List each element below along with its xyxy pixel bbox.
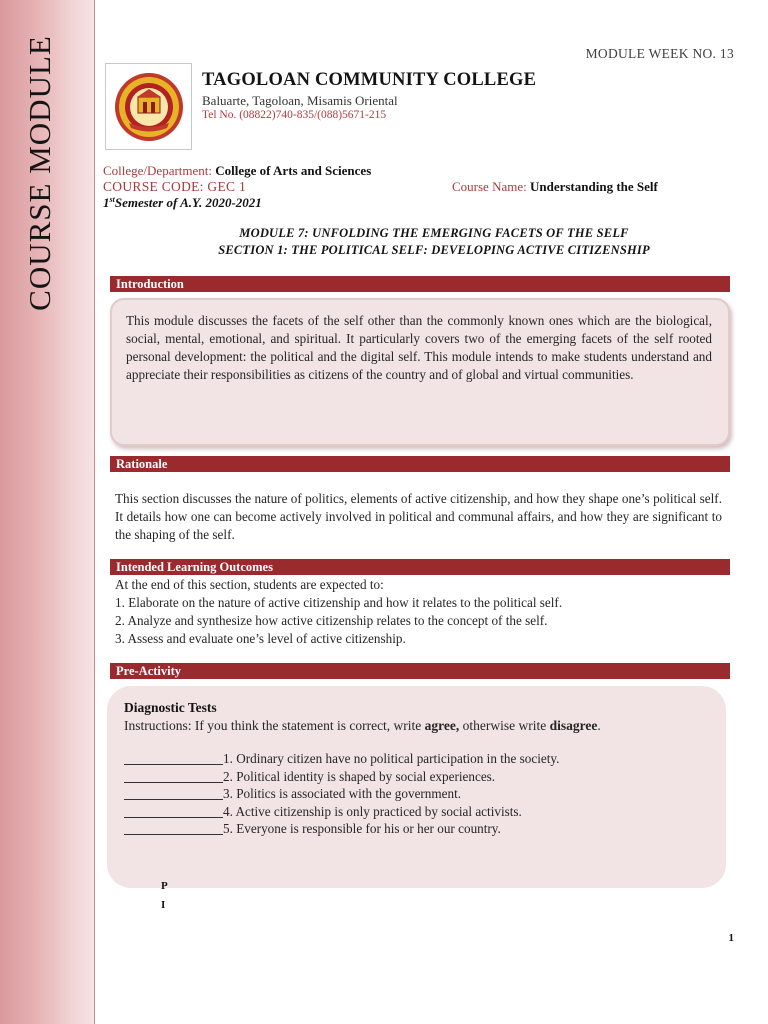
outcome-item: 1. Elaborate on the nature of active citizenship and how it relates to the political self. (115, 595, 563, 610)
answer-blank[interactable] (124, 752, 223, 765)
college-address: Baluarte, Tagoloan, Misamis Oriental (202, 93, 398, 108)
module-week: MODULE WEEK NO. 13 (585, 46, 734, 61)
diagnostic-item (124, 820, 708, 838)
outcomes-heading: Intended Learning Outcomes (110, 559, 730, 575)
rationale-heading: Rationale (110, 456, 730, 472)
rationale-text: This section discusses the nature of politics, elements of active citizenship, and how they shape one’s political self. It details how one can become actively involved in political and communal affairs, and how they are significant to the shaping of the self. (115, 491, 722, 542)
diagnostic-item-text: 1. Ordinary citizen have no political participation in the society. (223, 751, 560, 766)
semester-suffix: st (109, 195, 115, 204)
outcome-item: 3. Assess and evaluate one’s level of active citizenship. (115, 631, 406, 646)
introduction-card (110, 298, 730, 446)
semester (103, 195, 262, 211)
diagnostic-item-text: 4. Active citizenship is only practiced by social activists. (223, 803, 522, 819)
outcome-item: 2. Analyze and synthesize how active citizenship relates to the concept of the self. (115, 613, 548, 628)
pre-activity-heading: Pre-Activity (110, 663, 730, 679)
introduction-heading: Introduction (110, 276, 730, 292)
instructions-middle: otherwise write (459, 718, 550, 733)
college-seal-icon (113, 71, 185, 143)
section-title: SECTION 1: THE POLITICAL SELF: DEVELOPING ACTIVE CITIZENSHIP (218, 243, 650, 257)
college-name: TAGOLOAN COMMUNITY COLLEGE (202, 70, 537, 90)
semester-text: Semester of A.Y. 2020-2021 (114, 195, 262, 210)
sidebar (0, 0, 95, 1024)
answer-blank[interactable] (124, 787, 223, 800)
disagree-keyword: disagree (549, 718, 598, 733)
semester-number: 1 (103, 195, 110, 210)
diagnostic-item (124, 785, 708, 803)
module-title: MODULE 7: UNFOLDING THE EMERGING FACETS OF THE SELF (239, 226, 629, 240)
diagnostic-item-text: 3. Politics is associated with the government. (223, 786, 462, 801)
diagnostic-title: Diagnostic Tests (124, 700, 217, 715)
answer-blank[interactable] (124, 770, 223, 783)
college-logo (105, 63, 192, 150)
answer-blank[interactable] (124, 805, 223, 818)
stray-mark: P (161, 880, 168, 892)
course-name-label: Course Name: (452, 179, 527, 194)
page-number: 1 (728, 932, 734, 944)
answer-blank[interactable] (124, 822, 223, 835)
agree-keyword: agree, (424, 718, 460, 733)
diagnostic-item (124, 803, 708, 821)
course-name-value: Understanding the Self (529, 179, 658, 194)
instructions-end: . (597, 718, 601, 733)
college-telephone: Tel No. (08822)740-835/(088)5671-215 (202, 109, 387, 121)
diagnostic-instructions (124, 718, 708, 734)
course-code: COURSE CODE: GEC 1 (103, 179, 247, 194)
stray-mark: I (161, 899, 166, 911)
department-label: College/Department: (103, 163, 213, 178)
diagnostic-item-text: 2. Political identity is shaped by social experiences. (223, 768, 496, 784)
department-line (103, 163, 371, 179)
introduction-text: This module discusses the facets of the self other than the commonly known ones which are the biological, social, mental, emotional, and spiritual. It particularly covers two of the emerging facets of the self rooted personal development: the political and the digital self. This module intends to make students understand and appreciate their responsibilities as citizens of the country and of global and virtual communities. (126, 313, 712, 382)
instructions-text: Instructions: If you think the statement is correct, write (124, 718, 425, 733)
diagnostic-items (124, 750, 708, 838)
pre-activity-card (107, 686, 726, 888)
diagnostic-item (124, 768, 708, 786)
sidebar-title: COURSE MODULE (22, 35, 57, 311)
diagnostic-item-text: 5. Everyone is responsible for his or her our country. (223, 821, 501, 836)
diagnostic-item (124, 750, 708, 768)
outcomes-lead: At the end of this section, students are expected to: (115, 577, 384, 592)
outcomes-block (115, 576, 725, 648)
rationale-block (115, 490, 722, 544)
course-name-line (452, 179, 658, 195)
department-value: College of Arts and Sciences (215, 163, 372, 178)
